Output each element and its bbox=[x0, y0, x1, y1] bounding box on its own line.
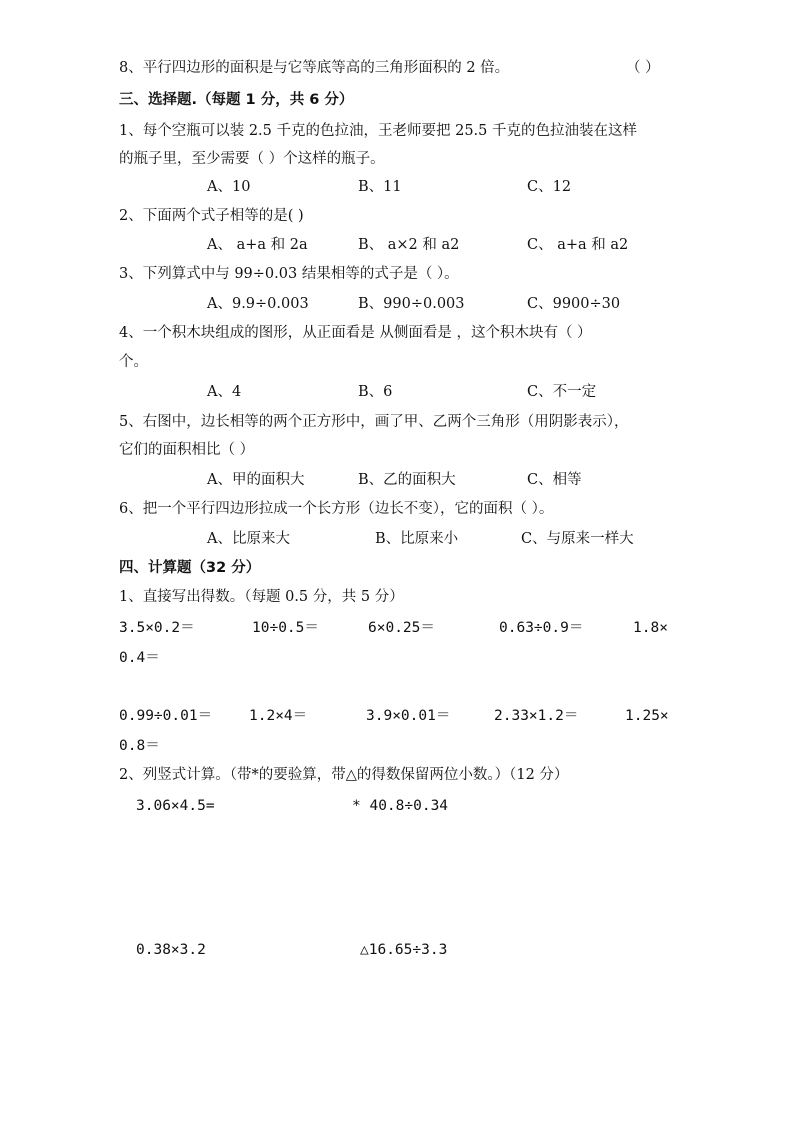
calc-item: 0.63÷0.9＝ bbox=[499, 620, 584, 636]
choice-q4-line2: 个。 bbox=[119, 354, 148, 370]
choice-q5-line2: 它们的面积相比（ ） bbox=[119, 442, 255, 458]
vertical-calc-item: 3.06×4.5= bbox=[136, 798, 215, 814]
judge-question-8: 8、平行四边形的面积是与它等底等高的三角形面积的 2 倍。 bbox=[119, 60, 510, 76]
vertical-calc-item: * 40.8÷0.34 bbox=[352, 798, 449, 814]
choice-q4-option-a[interactable]: A、4 bbox=[207, 384, 242, 400]
choice-q1-option-c[interactable]: C、12 bbox=[527, 179, 572, 195]
calc-item: 1.25× bbox=[625, 708, 669, 724]
choice-q2-option-b[interactable]: B、 a×2 和 a2 bbox=[358, 237, 460, 253]
choice-q2-option-c[interactable]: C、 a+a 和 a2 bbox=[527, 237, 629, 253]
choice-q3-option-b[interactable]: B、990÷0.003 bbox=[358, 296, 465, 312]
choice-q1-line1: 1、每个空瓶可以装 2.5 千克的色拉油，王老师要把 25.5 千克的色拉油装在这样 bbox=[119, 123, 638, 139]
vertical-calc-item: △16.65÷3.3 bbox=[360, 942, 448, 958]
calc-item-continuation: 0.4＝ bbox=[119, 650, 160, 666]
calc-item: 2.33×1.2＝ bbox=[494, 708, 579, 724]
choice-q1-line2: 的瓶子里，至少需要（ ）个这样的瓶子。 bbox=[119, 151, 385, 167]
calc-item: 3.5×0.2＝ bbox=[119, 620, 195, 636]
choice-q4-option-c[interactable]: C、不一定 bbox=[527, 384, 597, 400]
calc-item: 0.99÷0.01＝ bbox=[119, 708, 213, 724]
choice-q1-option-a[interactable]: A、10 bbox=[207, 179, 251, 195]
choice-q5-option-b[interactable]: B、乙的面积大 bbox=[358, 472, 456, 488]
choice-q3-option-c[interactable]: C、9900÷30 bbox=[527, 296, 621, 312]
choice-q6-option-c[interactable]: C、与原来一样大 bbox=[521, 531, 634, 547]
choice-q5-option-c[interactable]: C、相等 bbox=[527, 472, 582, 488]
choice-q6-option-a[interactable]: A、比原来大 bbox=[207, 531, 290, 547]
choice-q2-line1: 2、下面两个式子相等的是( ) bbox=[119, 208, 304, 224]
choice-q5-line1: 5、右图中，边长相等的两个正方形中，画了甲、乙两个三角形（用阴影表示）， bbox=[119, 414, 629, 430]
section3-heading: 三、选择题.（每题 1 分，共 6 分） bbox=[119, 92, 354, 108]
judge-answer-blank[interactable]: （ ） bbox=[626, 60, 660, 76]
choice-q3-option-a[interactable]: A、9.9÷0.003 bbox=[207, 296, 309, 312]
choice-q5-option-a[interactable]: A、甲的面积大 bbox=[207, 472, 305, 488]
calc-part1-title: 1、直接写出得数。（每题 0.5 分，共 5 分） bbox=[119, 589, 404, 605]
calc-item: 10÷0.5＝ bbox=[252, 620, 319, 636]
choice-q2-option-a[interactable]: A、 a+a 和 2a bbox=[207, 237, 308, 253]
calc-item: 6×0.25＝ bbox=[368, 620, 435, 636]
choice-q6-option-b[interactable]: B、比原来小 bbox=[375, 531, 459, 547]
choice-q1-option-b[interactable]: B、11 bbox=[358, 179, 402, 195]
section4-heading: 四、计算题（32 分） bbox=[119, 560, 261, 576]
calc-item-continuation: 0.8＝ bbox=[119, 738, 160, 754]
choice-q4-option-b[interactable]: B、6 bbox=[358, 384, 393, 400]
choice-q6-line1: 6、把一个平行四边形拉成一个长方形（边长不变），它的面积（ ）。 bbox=[119, 501, 554, 517]
calc-item: 3.9×0.01＝ bbox=[366, 708, 451, 724]
choice-q3-line1: 3、下列算式中与 99÷0.03 结果相等的式子是（ ）。 bbox=[119, 266, 459, 282]
calc-item: 1.8× bbox=[633, 620, 668, 636]
calc-part2-title: 2、列竖式计算。（带*的要验算，带△的得数保留两位小数。）（12 分） bbox=[119, 767, 569, 783]
calc-item: 1.2×4＝ bbox=[249, 708, 308, 724]
vertical-calc-item: 0.38×3.2 bbox=[136, 942, 206, 958]
choice-q4-line1: 4、一个积木块组成的图形，从正面看是 从侧面看是 ，这个积木块有（ ） bbox=[119, 325, 592, 341]
